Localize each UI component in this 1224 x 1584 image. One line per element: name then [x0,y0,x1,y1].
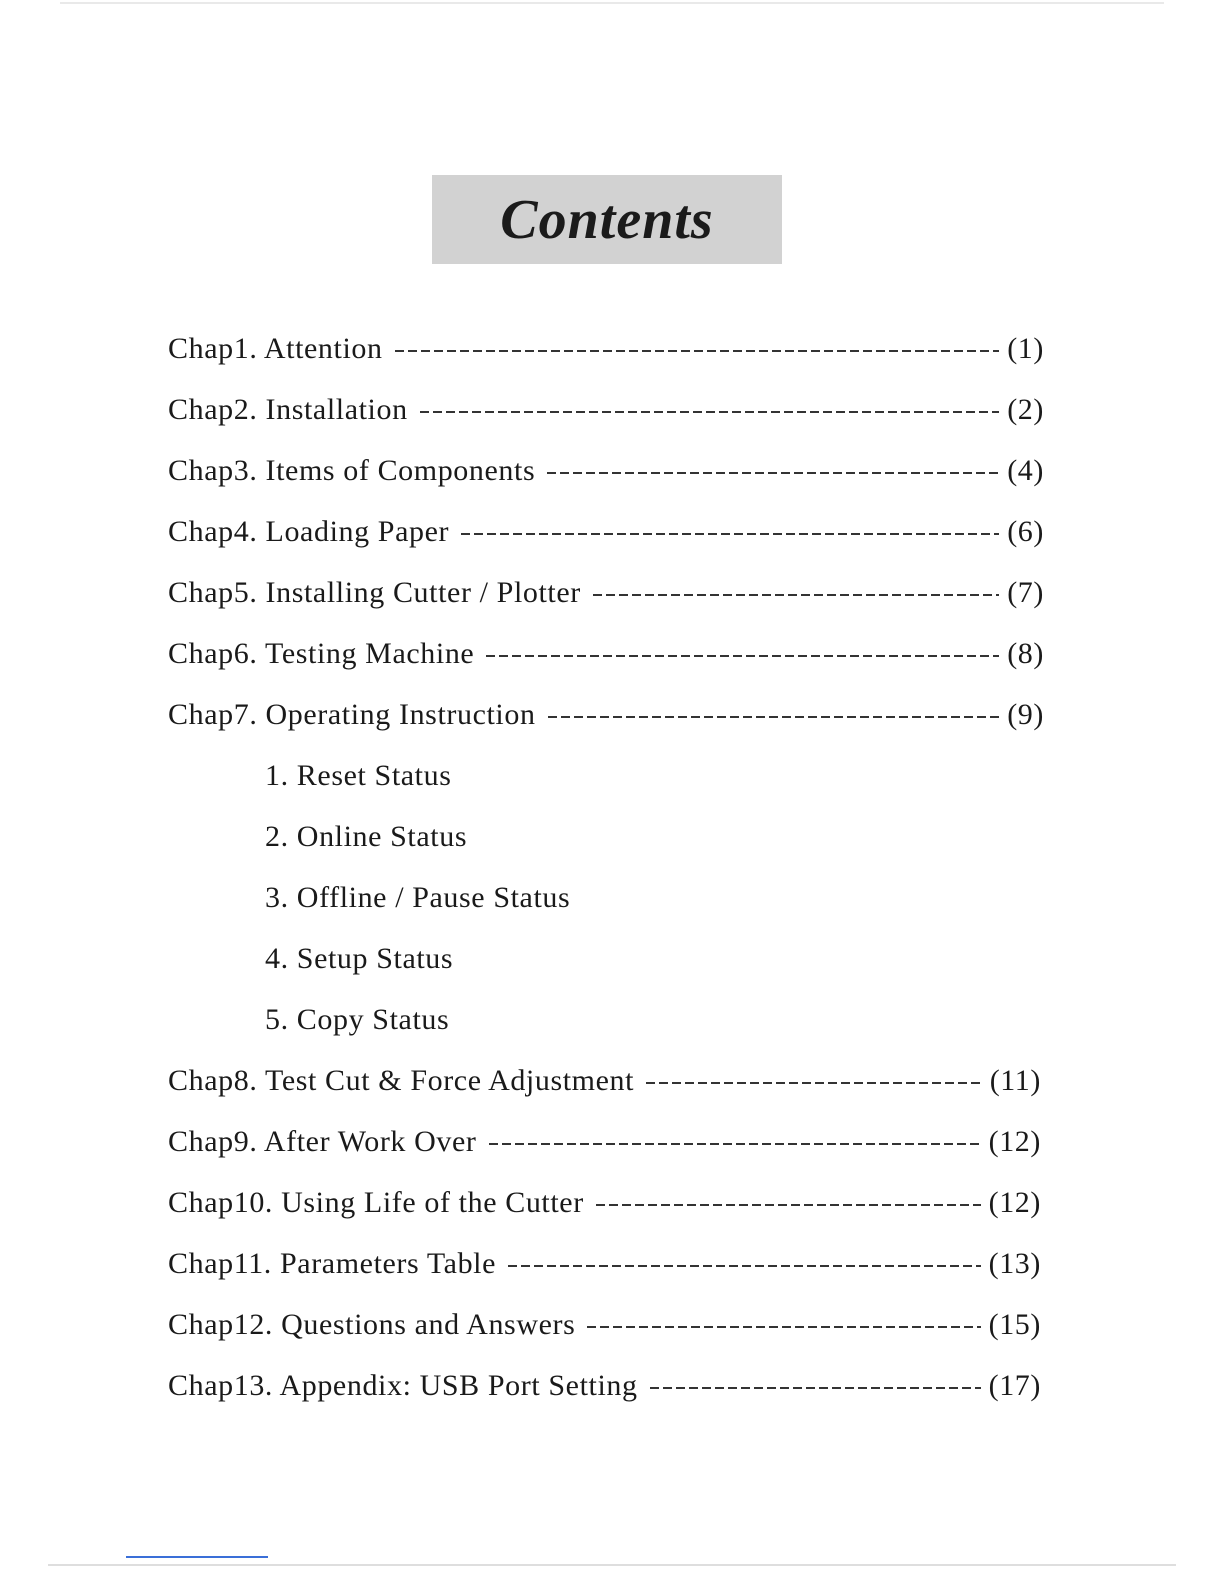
bottom-divider [48,1564,1176,1566]
toc-entry-page: (15) [988,1307,1041,1341]
toc-entry-page: (1) [1007,331,1044,365]
dotted-leader [395,350,1000,352]
toc-entry-chap7[interactable] [168,684,1044,745]
toc-subsection-label: 3. Offline / Pause Status [265,880,571,914]
dotted-leader [650,1387,981,1389]
dotted-leader [646,1082,982,1084]
toc-subsection[interactable] [168,989,1044,1050]
toc-entry-label: Chap8. Test Cut & Force Adjustment [168,1063,635,1097]
toc-entry-chap13[interactable] [168,1355,1041,1416]
top-divider [60,2,1164,4]
toc-entry-chap2[interactable] [168,379,1044,440]
toc-entry-chap4[interactable] [168,501,1044,562]
toc-entry-chap3[interactable] [168,440,1044,501]
dotted-leader [587,1326,980,1328]
dotted-leader [508,1265,981,1267]
toc-entry-label: Chap4. Loading Paper [168,514,450,548]
toc-entry-label: Chap3. Items of Components [168,453,536,487]
toc-entry-chap12[interactable] [168,1294,1041,1355]
toc-subsection[interactable] [168,867,1044,928]
toc-entry-chap1[interactable] [168,318,1044,379]
table-of-contents [168,318,1044,1416]
toc-subsection[interactable] [168,806,1044,867]
toc-entry-chap11[interactable] [168,1233,1041,1294]
dotted-leader [489,1143,981,1145]
page-title: Contents [500,188,714,251]
toc-entry-page: (2) [1007,392,1044,426]
toc-entry-page: (13) [988,1246,1041,1280]
toc-entry-page: (9) [1007,697,1044,731]
toc-entry-label: Chap10. Using Life of the Cutter [168,1185,584,1219]
toc-entry-page: (17) [988,1368,1041,1402]
footer-link-underline[interactable] [126,1556,268,1558]
toc-entry-page: (4) [1007,453,1044,487]
toc-subsection-label: 1. Reset Status [265,758,452,792]
dotted-leader [548,716,1000,718]
dotted-leader [547,472,999,474]
toc-subsection-label: 2. Online Status [265,819,468,853]
toc-entry-chap6[interactable] [168,623,1044,684]
toc-subsection[interactable] [168,928,1044,989]
toc-entry-chap5[interactable] [168,562,1044,623]
toc-entry-page: (11) [989,1063,1041,1097]
toc-subsection-label: 4. Setup Status [265,941,454,975]
toc-entry-chap10[interactable] [168,1172,1041,1233]
toc-entry-label: Chap11. Parameters Table [168,1246,497,1280]
toc-entry-page: (12) [988,1124,1041,1158]
toc-subsection[interactable] [168,745,1044,806]
toc-entry-label: Chap12. Questions and Answers [168,1307,576,1341]
toc-entry-label: Chap6. Testing Machine [168,636,475,670]
dotted-leader [461,533,999,535]
toc-entry-chap8[interactable] [168,1050,1041,1111]
toc-entry-label: Chap13. Appendix: USB Port Setting [168,1368,638,1402]
dotted-leader [420,411,1000,413]
toc-entry-chap9[interactable] [168,1111,1041,1172]
toc-entry-label: Chap1. Attention [168,331,383,365]
toc-entry-label: Chap5. Installing Cutter / Plotter [168,575,581,609]
toc-entry-page: (6) [1007,514,1044,548]
dotted-leader [593,594,999,596]
toc-entry-page: (12) [988,1185,1041,1219]
dotted-leader [596,1204,981,1206]
dotted-leader [486,655,999,657]
toc-entry-page: (7) [1007,575,1044,609]
toc-entry-label: Chap9. After Work Over [168,1124,477,1158]
toc-entry-label: Chap2. Installation [168,392,408,426]
toc-subsection-label: 5. Copy Status [265,1002,450,1036]
title-box [432,175,782,264]
toc-entry-page: (8) [1007,636,1044,670]
toc-entry-label: Chap7. Operating Instruction [168,697,536,731]
